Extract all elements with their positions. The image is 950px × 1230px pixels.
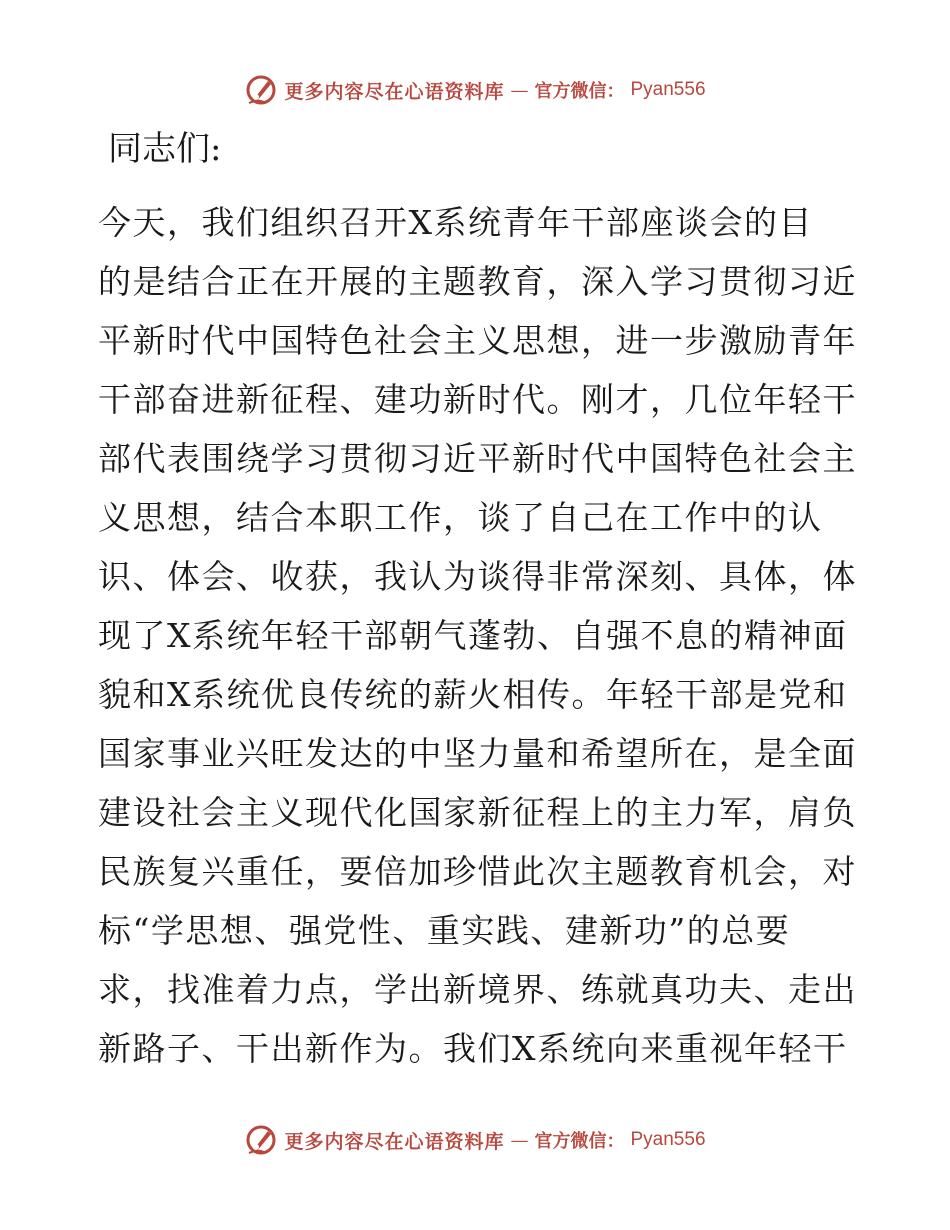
body-line: 义思想，结合本职工作，谈了自己在工作中的认 — [98, 498, 823, 537]
watermark-dash: — — [510, 1129, 529, 1151]
body-line: 建设社会主义现代化国家新征程上的主力军，肩负 — [98, 793, 857, 832]
header-watermark — [0, 70, 950, 110]
body-line: 貌和X系统优良传统的薪火相传。年轻干部是党和 — [98, 675, 848, 714]
body-line: 平新时代中国特色社会主义思想，进一步激励青年 — [98, 321, 857, 360]
body-line: 部代表围绕学习贯彻习近平新时代中国特色社会主 — [98, 439, 857, 478]
footer-watermark — [0, 1120, 950, 1160]
body-line: 现了X系统年轻干部朝气蓬勃、自强不息的精神面 — [98, 616, 848, 655]
body-line: 的是结合正在开展的主题教育，深入学习贯彻习近 — [98, 262, 857, 301]
watermark-wechat-id: Pyan556 — [630, 1129, 706, 1150]
watermark-dash: — — [510, 79, 529, 101]
watermark-label: 官方微信： — [534, 81, 625, 102]
body-line: 今天，我们组织召开X系统青年干部座谈会的目 — [98, 203, 813, 242]
watermark-text: 更多内容尽在心语资料库 — [284, 1130, 505, 1153]
watermark-label: 官方微信： — [534, 1131, 625, 1152]
pen-logo-icon — [244, 73, 278, 107]
body-line: 标“学思想、强党性、重实践、建新功”的总要 — [98, 911, 791, 950]
body-line: 识、体会、收获，我认为谈得非常深刻、具体，体 — [98, 557, 857, 596]
body-line: 求，找准着力点，学出新境界、练就真功夫、走出 — [98, 970, 857, 1009]
body-line: 国家事业兴旺发达的中坚力量和希望所在，是全面 — [98, 734, 857, 773]
watermark-text: 更多内容尽在心语资料库 — [284, 80, 505, 103]
watermark-wechat-id: Pyan556 — [630, 79, 706, 100]
body-line: 干部奋进新征程、建功新时代。刚才，几位年轻干 — [98, 380, 857, 419]
salutation: 同志们: — [108, 129, 222, 169]
body-line: 新路子、干出新作为。我们X系统向来重视年轻干 — [98, 1029, 848, 1068]
pen-logo-icon — [244, 1123, 278, 1157]
body-line: 民族复兴重任，要倍加珍惜此次主题教育机会，对 — [98, 852, 857, 891]
